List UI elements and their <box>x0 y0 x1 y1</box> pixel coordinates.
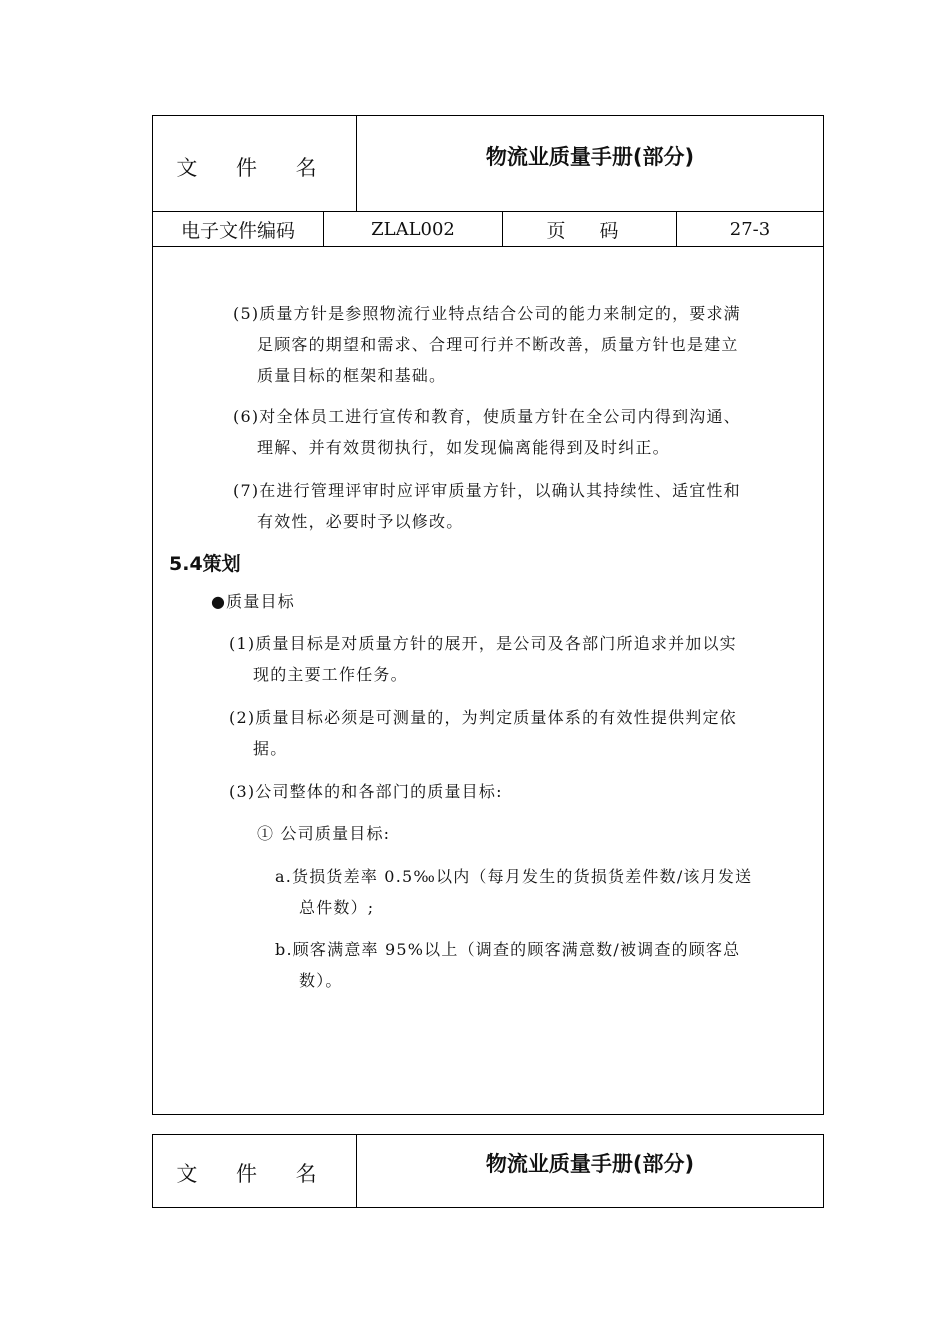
company-objective-heading: ① 公司质量目标: <box>257 824 391 843</box>
objective-3: (3)公司整体的和各部门的质量目标: <box>229 782 503 801</box>
page-label: 页 码 <box>546 219 633 242</box>
code-label: 电子文件编码 <box>180 219 295 242</box>
code-label-cell <box>153 212 323 246</box>
paragraph-5 <box>233 298 741 391</box>
doc-title-cell <box>357 1135 823 1191</box>
text-line: 总件数）; <box>299 898 375 917</box>
objective-2 <box>229 702 737 764</box>
text-line: (2)质量目标必须是可测量的，为判定质量体系的有效性提供判定依 <box>229 708 737 727</box>
doc-title-cell <box>357 116 823 196</box>
objective-a <box>275 861 752 923</box>
filename-label: 文 件 名 <box>176 1162 333 1186</box>
code-value-cell <box>324 212 502 246</box>
page-value: 27-3 <box>729 218 771 240</box>
section-heading: 5.4策划 <box>169 553 241 575</box>
text-line: 有效性，必要时予以修改。 <box>257 512 464 531</box>
text-line: (5)质量方针是参照物流行业特点结合公司的能力来制定的，要求满 <box>233 304 741 323</box>
divider <box>153 246 823 247</box>
text-line: (7)在进行管理评审时应评审质量方针，以确认其持续性、适宜性和 <box>233 481 741 500</box>
bullet-item: ●质量目标 <box>211 592 295 611</box>
paragraph-7 <box>233 475 741 537</box>
text-line: 据。 <box>253 739 288 758</box>
paragraph-6 <box>233 401 741 463</box>
text-line: 足顾客的期望和需求、合理可行并不断改善，质量方针也是建立 <box>257 335 739 354</box>
page-value-cell <box>677 212 823 246</box>
code-value: ZLAL002 <box>371 218 455 240</box>
text-line: (6)对全体员工进行宣传和教育，使质量方针在全公司内得到沟通、 <box>233 407 741 426</box>
doc-title: 物流业质量手册(部分) <box>485 145 695 169</box>
page-label-cell <box>503 212 676 246</box>
next-page-header-box <box>152 1134 824 1208</box>
text-line: 质量目标的框架和基础。 <box>257 366 447 385</box>
filename-label: 文 件 名 <box>176 155 333 180</box>
text-line: b.顾客满意率 95%以上（调查的顾客满意数/被调查的顾客总 <box>275 940 741 959</box>
objective-b <box>275 934 740 996</box>
text-line: 理解、并有效贯彻执行，如发现偏离能得到及时纠正。 <box>257 438 670 457</box>
document-page-box <box>152 115 824 1115</box>
text-line: 数）。 <box>299 971 343 990</box>
objective-1 <box>229 628 737 690</box>
text-line: 现的主要工作任务。 <box>253 665 408 684</box>
filename-label-cell <box>153 116 356 211</box>
doc-title: 物流业质量手册(部分) <box>485 1152 695 1176</box>
text-line: (1)质量目标是对质量方针的展开，是公司及各部门所追求并加以实 <box>229 634 737 653</box>
text-line: a.货损货差率 0.5‰以内（每月发生的货损货差件数/该月发送 <box>275 867 753 886</box>
filename-label-cell <box>153 1135 356 1207</box>
